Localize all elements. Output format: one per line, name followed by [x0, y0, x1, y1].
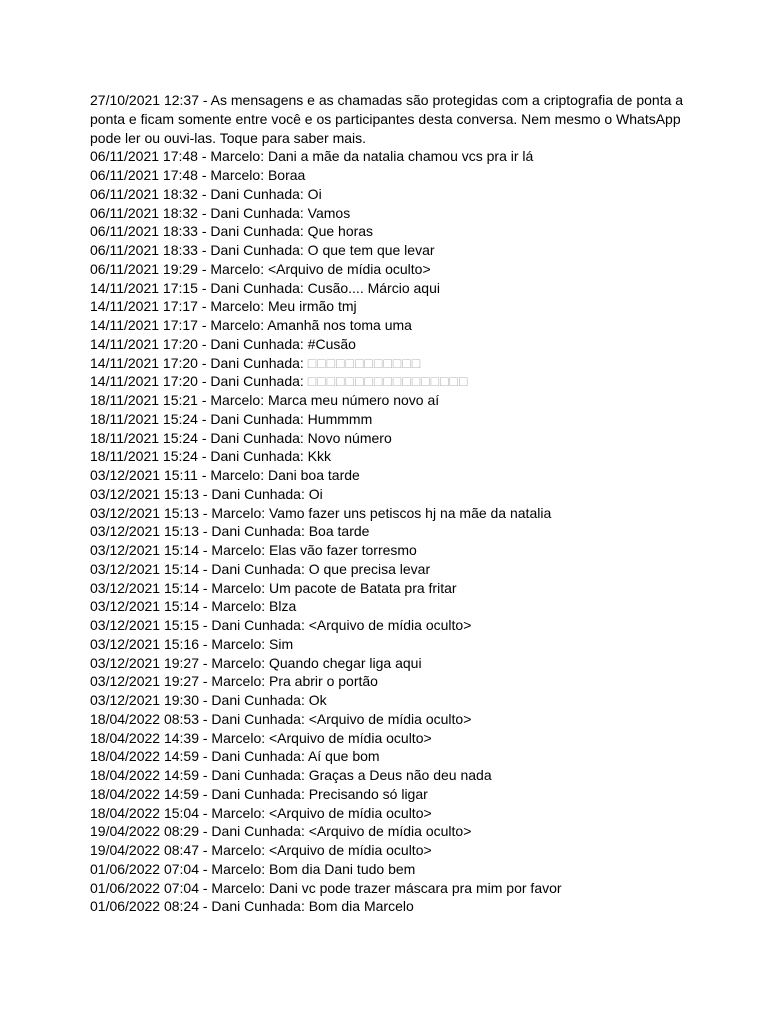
- message-line: 06/11/2021 18:33 - Dani Cunhada: O que tem que levar: [90, 242, 435, 258]
- message-line: 18/11/2021 15:24 - Dani Cunhada: Hummmm: [90, 410, 373, 427]
- message-line: 18/11/2021 15:24 - Dani Cunhada: Novo número: [90, 429, 392, 446]
- missing-emoji-glyphs: □□□□□□□□□□□□: [307, 354, 422, 371]
- message-line: 14/11/2021 17:17 - Marcelo: Meu irmão tmj: [90, 298, 357, 315]
- message-line: 18/04/2022 14:59 - Dani Cunhada: Aí que bom: [90, 748, 380, 765]
- message-line: 18/04/2022 14:39 - Marcelo: <Arquivo de mídia oculto>: [90, 729, 432, 746]
- message-line: 19/04/2022 08:47 - Marcelo: <Arquivo de mídia oculto>: [90, 842, 432, 858]
- message-line: 03/12/2021 15:14 - Dani Cunhada: O que precisa levar: [90, 560, 431, 577]
- message-line: 06/11/2021 18:33 - Dani Cunhada: Que horas: [90, 223, 374, 240]
- message-line: 03/12/2021 15:15 - Dani Cunhada: <Arquivo de mídia oculto>: [90, 617, 472, 633]
- message-line: 18/04/2022 15:04 - Marcelo: <Arquivo de mídia oculto>: [90, 804, 432, 821]
- message-line: 03/12/2021 15:11 - Marcelo: Dani boa tarde: [90, 467, 360, 483]
- message-line: 03/12/2021 15:14 - Marcelo: Blza: [90, 598, 297, 615]
- message-line: 03/12/2021 15:13 - Dani Cunhada: Boa tarde: [90, 523, 370, 540]
- message-line: 06/11/2021 18:32 - Dani Cunhada: Vamos: [90, 204, 351, 221]
- message-line: 06/11/2021 19:29 - Marcelo: <Arquivo de mídia oculto>: [90, 260, 431, 277]
- message-line: 14/11/2021 17:17 - Marcelo: Amanhã nos toma uma: [90, 317, 412, 333]
- message-line: 03/12/2021 15:14 - Marcelo: Um pacote de Batata pra fritar: [90, 579, 457, 596]
- message-line: 01/06/2022 08:24 - Dani Cunhada: Bom dia Marcelo: [90, 898, 414, 915]
- message-line: [90, 354, 690, 373]
- message-line: 03/12/2021 19:27 - Marcelo: Quando chegar liga aqui: [90, 654, 422, 671]
- message-line: 18/11/2021 15:24 - Dani Cunhada: Kkk: [90, 448, 332, 465]
- message-line: 03/12/2021 15:13 - Marcelo: Vamo fazer uns petiscos hj na mãe da natalia: [90, 504, 552, 521]
- message-line: 18/04/2022 14:59 - Dani Cunhada: Precisando só ligar: [90, 785, 428, 802]
- message-line: 19/04/2022 08:29 - Dani Cunhada: <Arquivo de mídia oculto>: [90, 823, 472, 840]
- message-line: 01/06/2022 07:04 - Marcelo: Bom dia Dani tudo bem: [90, 860, 416, 877]
- missing-emoji-glyphs: □□□□□□□□□□□□□□□□□: [307, 373, 469, 390]
- message-line: 06/11/2021 18:32 - Dani Cunhada: Oi: [90, 185, 322, 202]
- message-line: 18/04/2022 14:59 - Dani Cunhada: Graças a Deus não deu nada: [90, 767, 492, 783]
- message-line: [90, 372, 690, 391]
- message-line: 03/12/2021 19:27 - Marcelo: Pra abrir o portão: [90, 673, 378, 690]
- chat-export-page: [90, 91, 690, 916]
- message-line: 18/11/2021 15:21 - Marcelo: Marca meu número novo aí: [90, 392, 440, 408]
- message-line: 03/12/2021 15:14 - Marcelo: Elas vão fazer torresmo: [90, 542, 417, 558]
- encryption-notice: 27/10/2021 12:37 - As mensagens e as chamadas são protegidas com a criptografia de ponta a ponta e ficam somente entre você e os participantes desta conversa. Nem mesmo o WhatsApp pode ler ou ouvi-las. Toque para saber mais.: [90, 92, 684, 146]
- message-prefix: 14/11/2021 17:20 - Dani Cunhada:: [90, 373, 308, 390]
- message-line: 06/11/2021 17:48 - Marcelo: Boraa: [90, 167, 306, 183]
- message-line: 14/11/2021 17:20 - Dani Cunhada: #Cusão: [90, 335, 356, 352]
- message-line: 03/12/2021 19:30 - Dani Cunhada: Ok: [90, 692, 327, 708]
- message-line: 03/12/2021 15:13 - Dani Cunhada: Oi: [90, 485, 323, 502]
- message-line: 06/11/2021 17:48 - Marcelo: Dani a mãe da natalia chamou vcs pra ir lá: [90, 148, 534, 165]
- message-line: 14/11/2021 17:15 - Dani Cunhada: Cusão.... Márcio aqui: [90, 279, 440, 296]
- message-line: 03/12/2021 15:16 - Marcelo: Sim: [90, 635, 294, 652]
- message-line: 01/06/2022 07:04 - Marcelo: Dani vc pode trazer máscara pra mim por favor: [90, 879, 562, 896]
- message-line: 18/04/2022 08:53 - Dani Cunhada: <Arquivo de mídia oculto>: [90, 710, 472, 727]
- message-prefix: 14/11/2021 17:20 - Dani Cunhada:: [90, 354, 308, 371]
